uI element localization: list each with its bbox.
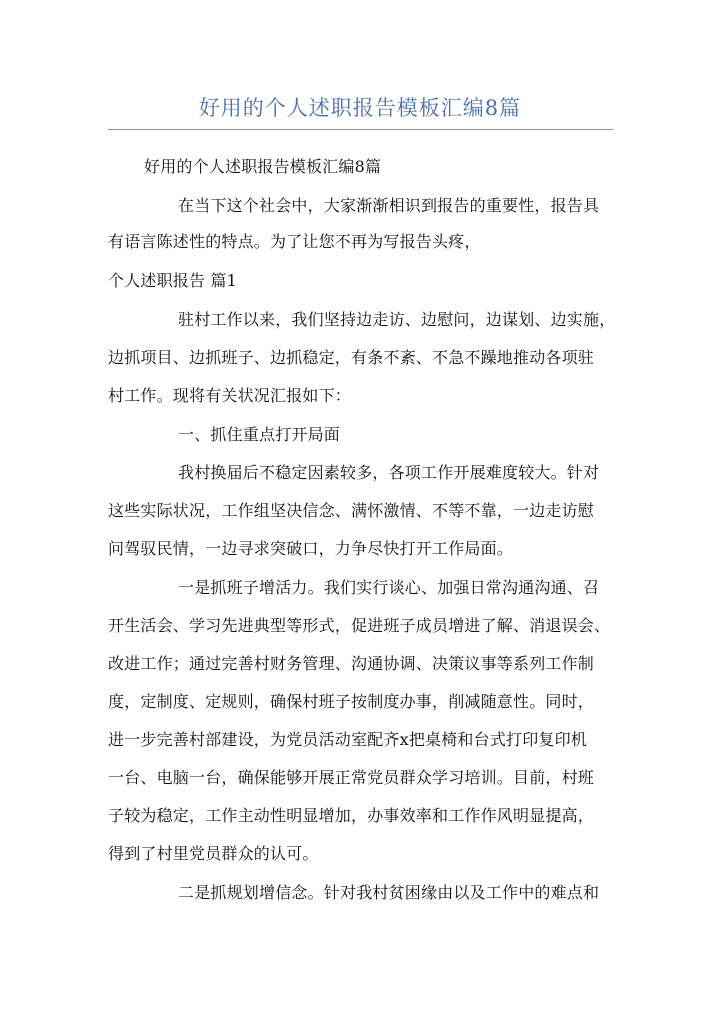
document-title: 好用的个人述职报告模板汇编8篇	[198, 96, 522, 120]
intro-line: 在当下这个社会中，大家渐渐相识到报告的重要性，报告具	[178, 196, 600, 215]
paragraph-line: 我村换届后不稳定因素较多，各项工作开展难度较大。针对	[178, 463, 600, 482]
paragraph-line: 边抓项目、边抓班子、边抓稳定，有条不紊、不急不躁地推动各项驻	[108, 348, 595, 367]
paragraph-line: 问驾驭民情，一边寻求突破口，力争尽快打开工作局面。	[108, 539, 514, 558]
paragraph-line: 二是抓规划增信念。针对我村贫困缘由以及工作中的难点和	[178, 883, 600, 902]
paragraph-line: 度，定制度、定规则，确保村班子按制度办事，削减随意性。同时，	[108, 692, 595, 711]
paragraph-line: 一台、电脑一台，确保能够开展正常党员群众学习培训。目前，村班	[108, 768, 595, 787]
paragraph-line: 得到了村里党员群众的认可。	[108, 844, 319, 863]
paragraph-line: 进一步完善村部建设，为党员活动室配齐x把桌椅和台式打印复印机	[108, 730, 588, 749]
paragraph-line: 这些实际状况，工作组坚决信念、满怀激情、不等不靠，一边走访慰	[108, 501, 595, 520]
document-subtitle: 好用的个人述职报告模板汇编8篇	[144, 157, 382, 176]
paragraph-line: 改进工作；通过完善村财务管理、沟通协调、决策议事等系列工作制	[108, 654, 595, 673]
paragraph-line: 驻村工作以来，我们坚持边走访、边慰问，边谋划、边实施，	[178, 310, 616, 329]
paragraph-line: 开生活会、学习先进典型等形式，促进班子成员增进了解、消退误会、	[108, 616, 611, 635]
paragraph-line: 一是抓班子增活力。我们实行谈心、加强日常沟通沟通、召	[178, 578, 600, 597]
intro-line: 有语言陈述性的特点。为了让您不再为写报告头疼，	[108, 232, 481, 251]
section-heading: 个人述职报告 篇1	[108, 271, 238, 290]
subheading: 一、抓住重点打开局面	[178, 425, 341, 444]
paragraph-line: 村工作。现将有关状况汇报如下：	[108, 386, 352, 405]
title-divider	[108, 129, 613, 130]
paragraph-line: 子较为稳定，工作主动性明显增加，办事效率和工作作风明显提高，	[108, 806, 595, 825]
